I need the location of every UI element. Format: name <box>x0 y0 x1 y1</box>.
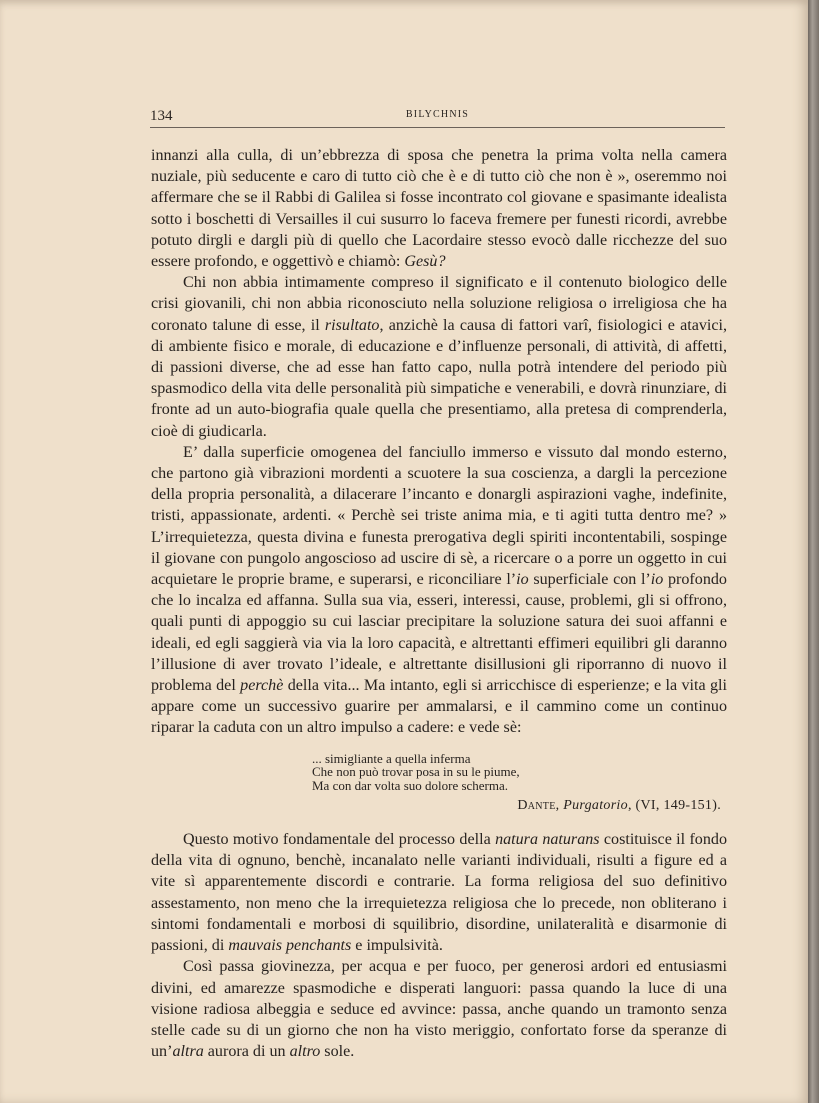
page-header <box>150 105 725 128</box>
citation-author: Dante <box>517 798 556 814</box>
text-run: Questo motivo fondamentale del processo della <box>183 831 496 849</box>
italic-text: io <box>650 571 664 589</box>
body-text <box>151 145 727 1062</box>
text-run: costituisce il fondo della vita di ognuno, benchè, incanalato nelle varianti individuali, risulti a figure ed a vite sì apparentemente discordi e contrarie. La forma religiosa del suo definitivo assestamento, non meno che la irrequietezza religiosa che lo precede, non obliterano i sintomi fondamentali e morbosi di squilibrio, disordine, unilateralità e disarmonie di passioni, di <box>151 831 727 955</box>
text-run: profondo che lo incalza ed affanna. Sulla sua via, esseri, interessi, cause, problemi, gli si offrono, quali punti di appoggio su cui lasciar precipitare la soluzione satura dei suoi affanni e ideali, ed egli saggierà via via la loro capacità, e altrettanti effimeri equilibri gli daranno l’illusione di aver trovato l’ideale, e altrettante disillusioni gli riporranno di nuovo il problema del <box>151 571 727 695</box>
verse-quotation <box>312 752 727 793</box>
italic-text: io <box>516 571 529 589</box>
quotation-citation: Dante, Purgatorio, (VI, 149-151). <box>517 798 721 814</box>
text-run: e impulsività. <box>351 937 443 955</box>
italic-text: risultato <box>324 316 380 334</box>
italic-text: altro <box>289 1043 321 1061</box>
text-run: superficiale con l’ <box>528 571 651 589</box>
italic-text: mauvais penchants <box>228 937 352 955</box>
italic-text: perchè <box>240 677 284 695</box>
text-run: Così passa giovinezza, per acqua e per fuoco, per generosi ardori ed entusiasmi divini, ed amarezze spasmodiche e disperati languori: passa quando la luce di una visione radiosa albeggia e seduce ed avvince: passa, anche quando un tramonto senza stelle cade su di un giorno che non ha visto meriggio, confortato forse da speranze di un’ <box>151 958 727 1061</box>
paragraph <box>151 442 727 739</box>
paragraph <box>151 272 727 442</box>
running-head: BILYCHNIS <box>405 109 470 120</box>
text-run: innanzi alla culla, di un’ebbrezza di sposa che penetra la prima volta nella camera nuziale, più seducente e caro di tutto ciò che è e di tutto ciò che non è », oseremmo noi affermare che se il Rabbi di Galilea si fosse incontrato col giovane e spasimante idealista sotto i boschetti di Versailles il cui susurro lo faceva fremere per funesti ricordi, avrebbe potuto dirgli e dargli più di quello che Lacordaire stesso evocò dalle ricchezze del suo essere profondo, e oggettivò e chiamò: <box>151 147 727 271</box>
citation-reference: , (VI, 149-151). <box>627 798 721 814</box>
text-run: sole. <box>320 1043 355 1061</box>
paragraph <box>151 956 727 1062</box>
italic-text: natura naturans <box>495 831 600 849</box>
text-run: della vita... Ma intanto, egli si arricchisce di esperienze; e la vita gli appare come un successivo guarire per ammalarsi, e il cammino come un continuo riparar la caduta con un altro impulso a cadere: e vede sè: <box>151 677 727 737</box>
text-run: , anzichè la causa di fattori varî, fisiologici e atavici, di ambiente fisico e morale, di educazione e d’influenze personali, di attività, di affetti, di passioni diverse, che ad esse han fatto capo, nulla potrà intendere del periodo più spasmodico della vita delle personalità più simpatiche e venerabili, e dovrà rinunziare, di fronte ad un auto-biografia quale quella che presentiamo, alla pretesa di comprenderla, cioè di giudicarla. <box>151 316 727 440</box>
paragraph <box>151 829 727 956</box>
page-edge <box>808 0 819 1103</box>
citation-work: Purgatorio <box>563 798 628 814</box>
verse-line: Che non può trovar posa in su le piume, <box>312 764 520 780</box>
paragraph <box>151 145 727 272</box>
text-run: Chi non abbia intimamente compreso il significato e il contenuto biologico delle crisi giovanili, chi non abbia riconosciuto nella soluzione religiosa o irreligiosa che ha coronato talune di esse, il <box>151 274 727 334</box>
text-run: E’ dalla superficie omogenea del fanciullo immerso e vissuto dal mondo esterno, che partono già vibrazioni mordenti a scuotere la sua coscienza, a dargli la percezione della propria personalità, a dilacerare l’incanto e donargli aspirazioni vaghe, indefinite, tristi, appassionate, ardenti. « Perchè sei triste anima mia, e ti agiti tutta dentro me? » L’irrequietezza, questa divina e funesta prerogativa degli spiriti incontentabili, sospinge il giovane con pungolo angoscioso ad uscire di sè, a ricercare o a porre un oggetto in cui acquietare le proprie brame, e superarsi, e riconciliare l’ <box>151 443 727 589</box>
verse-line: Ma con dar volta suo dolore scherma. <box>312 778 509 794</box>
page-number: 134 <box>150 108 173 124</box>
italic-text: altra <box>172 1043 204 1061</box>
verse-line: ... simigliante a quella inferma <box>312 750 471 766</box>
italic-text: Gesù? <box>404 253 446 271</box>
text-run: aurora di un <box>203 1043 290 1061</box>
